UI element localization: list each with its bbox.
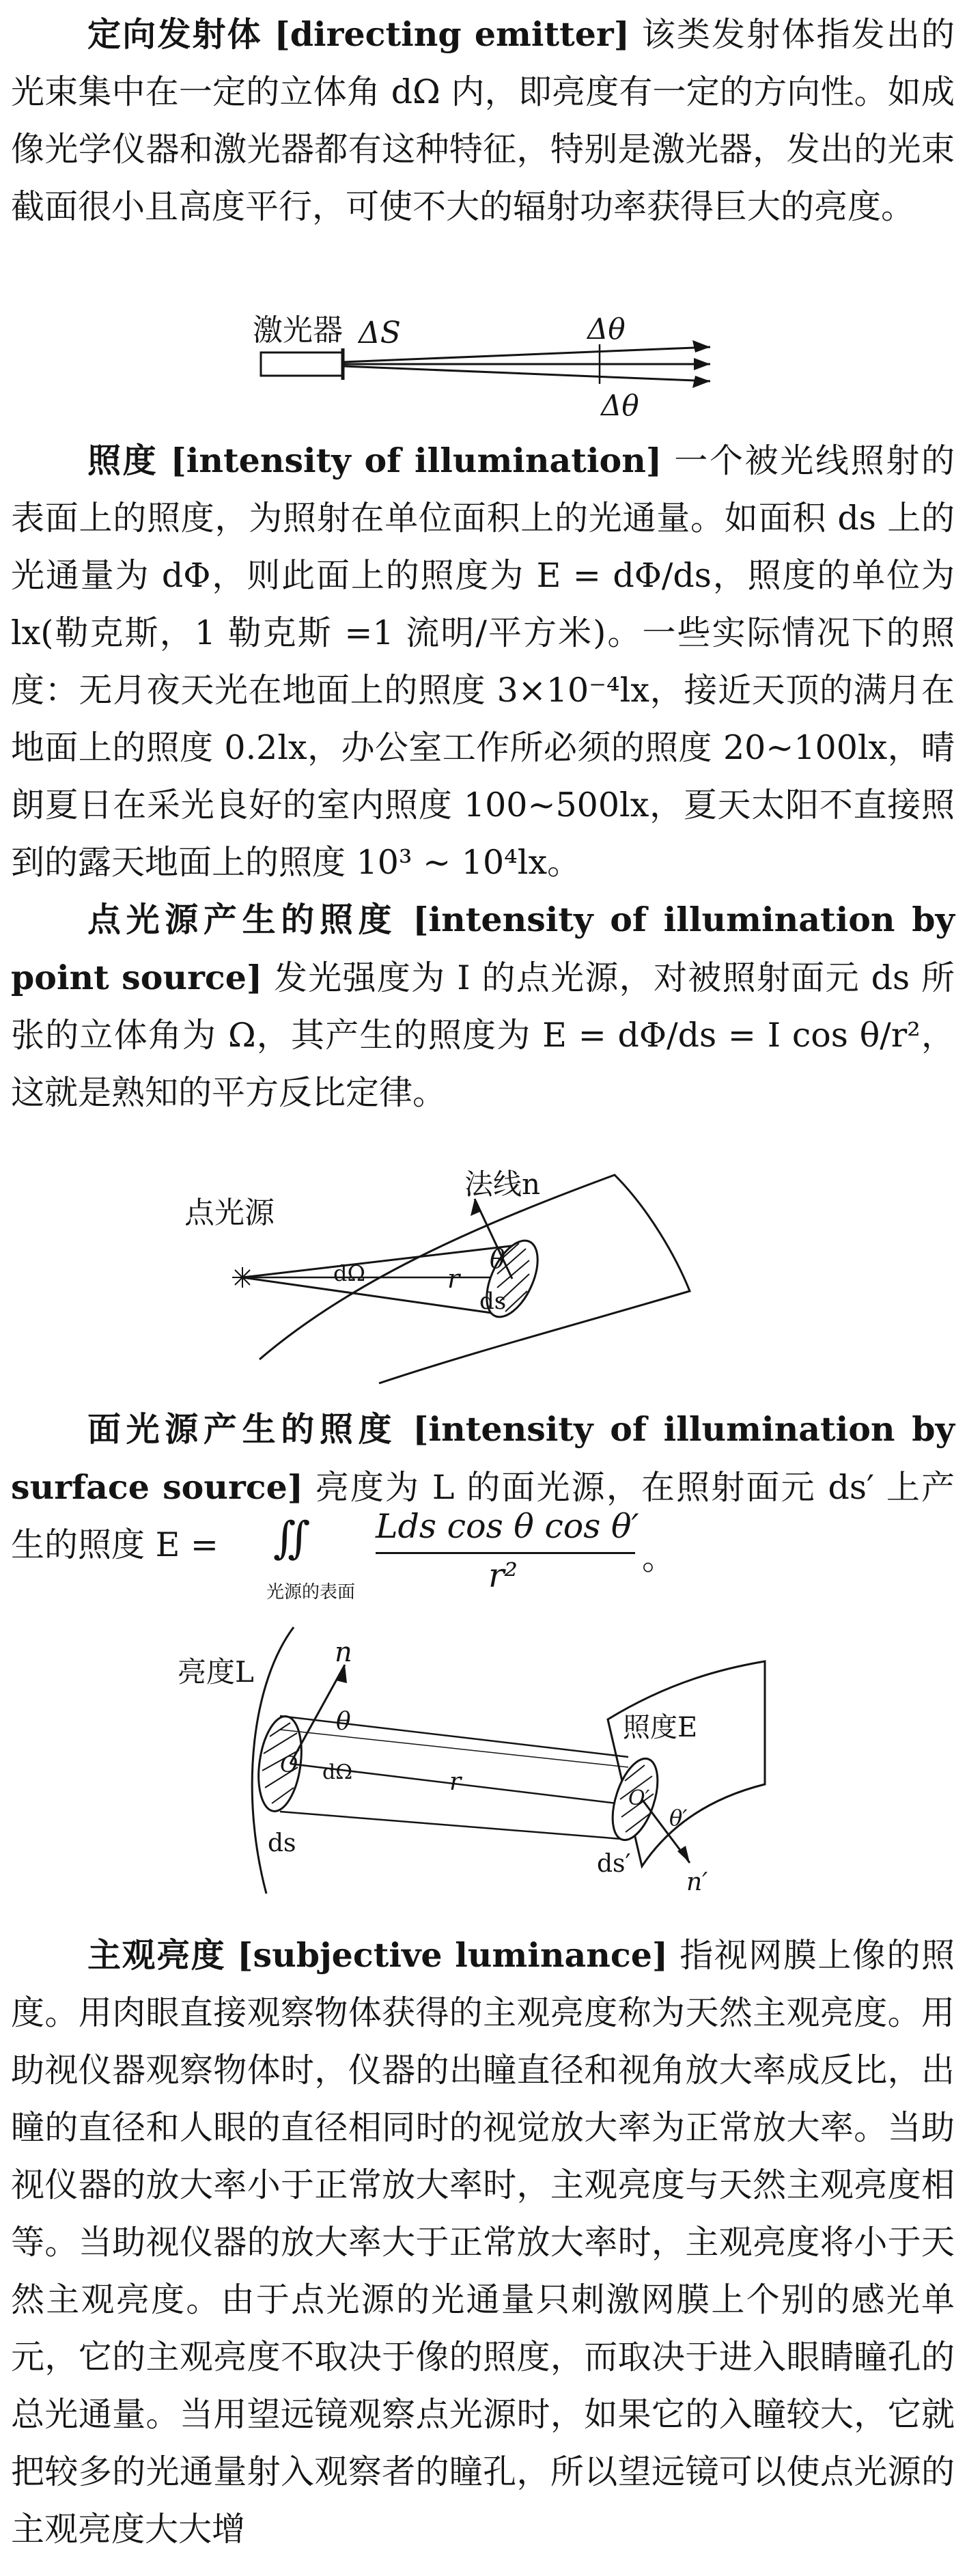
entry-term: 面光源产生的照度 bbox=[87, 1410, 397, 1449]
entry-body: 亮度为 L 的面光源，在照射面元 ds′ 上产生的照度 E = bbox=[11, 1468, 955, 1564]
formula-numerator: Lds cos θ cos θ′ bbox=[376, 1507, 639, 1546]
label-delta-s: ΔS bbox=[359, 316, 401, 350]
label-illuminance: 照度E bbox=[623, 1712, 698, 1743]
label-O-prime: O′ bbox=[628, 1786, 650, 1810]
label-normal: 法线n bbox=[464, 1167, 541, 1201]
label-n-prime: n′ bbox=[686, 1868, 708, 1896]
point-source-figure bbox=[184, 1134, 703, 1387]
illumination-formula bbox=[266, 1507, 676, 1607]
label-ds: ds bbox=[479, 1288, 507, 1315]
label-theta: θ bbox=[490, 1244, 505, 1274]
label-r: r bbox=[447, 1264, 460, 1294]
formula-end: 。 bbox=[642, 1538, 676, 1577]
laser-body bbox=[261, 352, 343, 376]
label-ds: ds bbox=[268, 1829, 296, 1857]
label-theta: θ bbox=[336, 1708, 351, 1736]
arrow-head bbox=[692, 340, 710, 352]
entry-english: [intensity of illumination by point source] bbox=[11, 900, 955, 997]
entry-english: [subjective luminance] bbox=[237, 1935, 669, 1975]
label-O: O bbox=[280, 1751, 298, 1777]
entry-point-source-illumination bbox=[11, 891, 955, 1122]
label-domega: dΩ bbox=[322, 1760, 353, 1784]
laser-beam-figure bbox=[246, 301, 738, 424]
label-theta-prime: θ′ bbox=[669, 1805, 688, 1831]
entry-body: 发光强度为 I 的点光源，对被照射面元 ds 所张的立体角为 Ω，其产生的照度为 E = dΦ/ds = I cos θ/r²，这就是熟知的平方反比定律。 bbox=[11, 958, 955, 1112]
entry-subjective-luminance bbox=[11, 1926, 955, 2558]
surface-source-figure bbox=[178, 1620, 792, 1907]
entry-term: 照度 bbox=[87, 441, 158, 480]
label-domega: dΩ bbox=[333, 1260, 366, 1286]
entry-english: [directing emitter] bbox=[274, 14, 630, 54]
entry-term: 主观亮度 bbox=[87, 1936, 226, 1975]
formula-denominator: r² bbox=[488, 1556, 518, 1595]
entry-body: 指视网膜上像的照度。用肉眼直接观察物体获得的主观亮度称为天然主观亮度。用助视仪器观察物体时，仪器的出瞳直径和视角放大率成反比，出瞳的直径和人眼的直径相同时的视觉放大率为正常放大率。当助视仪器的放大率小于正常放大率时，主观亮度与天然主观亮度相等。当助视仪器的放大率大于正常放大率时，主观亮度将小于天然主观亮度。由于点光源的光通量只刺激网膜上个别的感光单元，它的主观亮度不取决于像的照度，而取决于进入眼睛瞳孔的总光通量。当用望远镜观察点光源时，如果它的入瞳较大，它就把较多的光通量射入观察者的瞳孔，所以望远镜可以使点光源的主观亮度大大增 bbox=[11, 1936, 955, 2549]
arrow-head bbox=[694, 358, 710, 370]
label-delta-theta-bottom: Δθ bbox=[601, 389, 639, 422]
entry-intensity-of-illumination bbox=[11, 432, 955, 891]
entry-body: 一个被光线照射的表面上的照度，为照射在单位面积上的光通量。如面积 ds 上的光通量为 dΦ，则此面上的照度为 E = dΦ/ds，照度的单位为 lx(勒克斯，1 勒克斯 =1 流明/平方米)。一些实际情况下的照度：无月夜天光在地面上的照度 3×10⁻⁴lx，接近天顶的满月在地面上的照度 0.2lx，办公室工作所必须的照度 20∼100lx，晴朗夏日在采光良好的室内照度 100∼500lx，夏天太阳不直接照到的露天地面上的照度 10³ ∼ 10⁴lx。 bbox=[11, 441, 955, 882]
entry-english: [intensity of illumination] bbox=[170, 441, 662, 480]
double-integral-sign: ∬ bbox=[273, 1513, 311, 1564]
entry-term: 点光源产生的照度 bbox=[87, 900, 397, 939]
entry-directing-emitter bbox=[11, 5, 955, 236]
label-point-source: 点光源 bbox=[184, 1195, 275, 1230]
label-luminance: 亮度L bbox=[178, 1655, 254, 1689]
label-r: r bbox=[449, 1768, 462, 1796]
label-laser: 激光器 bbox=[253, 313, 343, 348]
entry-body: 该类发射体指发出的光束集中在一定的立体角 dΩ 内，即亮度有一定的方向性。如成像光学仪器和激光器都有这种特征，特别是激光器，发出的光束截面很小且高度平行，可使不大的辐射功率获得巨大的亮度。 bbox=[11, 15, 955, 226]
arrow-head bbox=[692, 376, 710, 388]
entry-english: [intensity of illumination by surface source] bbox=[11, 1409, 955, 1507]
entry-term: 定向发射体 bbox=[87, 15, 262, 54]
beam-ray bbox=[343, 366, 710, 381]
label-ds-prime: ds′ bbox=[597, 1850, 631, 1878]
ray-upper bbox=[242, 1245, 522, 1277]
label-n: n bbox=[335, 1637, 352, 1668]
label-delta-theta-top: Δθ bbox=[587, 312, 626, 346]
integral-subscript: 光源的表面 bbox=[266, 1582, 356, 1603]
